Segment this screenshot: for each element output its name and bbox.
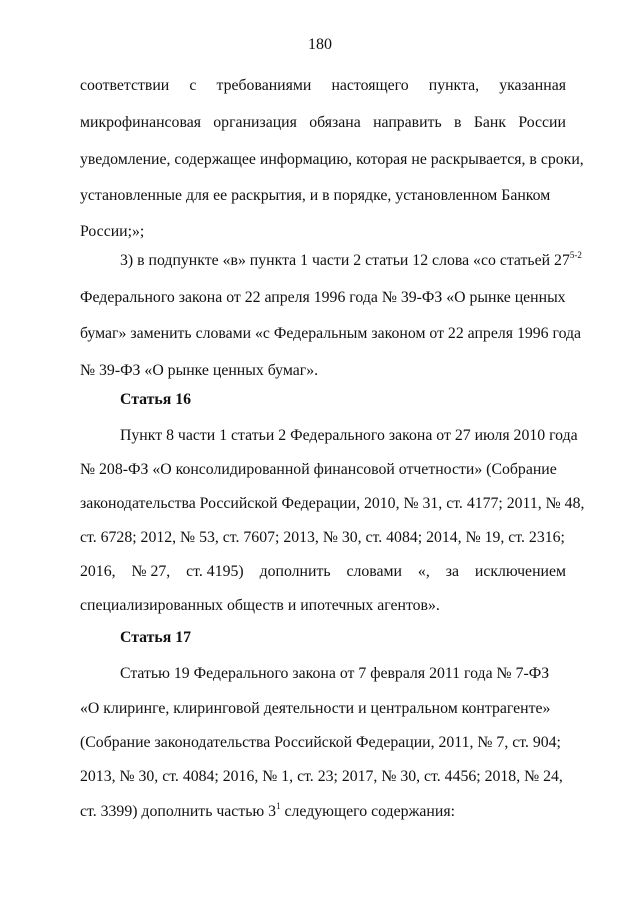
- text-line-2: [80, 113, 566, 133]
- text-line-7: Федерального закона от 22 апреля 1996 года № 39-ФЗ «О рынке ценных: [80, 289, 566, 306]
- text-line-6: [120, 249, 582, 271]
- word: обязана: [309, 114, 361, 131]
- word: с: [189, 77, 197, 94]
- word: 2016,: [80, 563, 116, 580]
- text-line-5: России;»;: [80, 223, 145, 240]
- superscript: 5-2: [569, 249, 582, 260]
- text-line-18: (Собрание законодательства Российской Федерации, 2011, № 7, ст. 904;: [80, 734, 561, 751]
- text-line-8: бумаг» заменить словами «с Федеральным законом от 22 апреля 1996 года: [80, 325, 582, 342]
- word: Банк: [473, 114, 507, 131]
- word: соответствии: [80, 77, 170, 94]
- word: пункта,: [428, 77, 480, 94]
- text-line-11: № 208-ФЗ «О консолидированной финансовой отчетности» (Собрание: [80, 461, 557, 478]
- word: направить: [373, 114, 442, 131]
- word: указанная: [499, 77, 566, 94]
- word: «,: [417, 563, 430, 580]
- word: в: [454, 114, 462, 131]
- word: за: [445, 563, 459, 580]
- text-span: следующего содержания:: [280, 803, 455, 820]
- word: дополнить: [259, 563, 331, 580]
- word: требованиями: [216, 77, 312, 94]
- text-line-19: 2013, № 30, ст. 4084; 2016, № 1, ст. 23; 2017, № 30, ст. 4456; 2018, № 24,: [80, 768, 563, 785]
- text-line-1: [80, 76, 566, 96]
- article-16-heading: Статья 16: [120, 391, 192, 408]
- text-line-16: Статью 19 Федерального закона от 7 февраля 2011 года № 7-ФЗ: [120, 665, 550, 682]
- word: организация: [213, 114, 297, 131]
- superscript: 1: [276, 800, 281, 811]
- text-line-13: ст. 6728; 2012, № 53, ст. 7607; 2013, № 30, ст. 4084; 2014, № 19, ст. 2316;: [80, 529, 565, 546]
- text-line-9: № 39-ФЗ «О рынке ценных бумаг».: [80, 362, 319, 379]
- text-line-17: «О клиринге, клиринговой деятельности и центральном контрагенте»: [80, 700, 551, 717]
- word: настоящего: [331, 77, 409, 94]
- text-line-14: [80, 562, 566, 582]
- text-line-3: уведомление, содержащее информацию, которая не раскрывается, в сроки,: [80, 151, 584, 168]
- word: словами: [346, 563, 402, 580]
- text-line-15: специализированных обществ и ипотечных агентов».: [80, 597, 440, 614]
- text-span: ст. 3399) дополнить частью 3: [80, 803, 277, 820]
- word: России: [518, 114, 566, 131]
- page-number: 180: [308, 36, 332, 53]
- text-span: 3) в подпункте «в» пункта 1 части 2 статьи 12 слова «со статьей 27: [120, 252, 570, 269]
- word: микрофинансовая: [80, 114, 201, 131]
- text-line-10: Пункт 8 части 1 статьи 2 Федерального закона от 27 июля 2010 года: [120, 427, 578, 444]
- word: № 27,: [131, 563, 171, 580]
- word: исключением: [474, 563, 566, 580]
- article-17-heading: Статья 17: [120, 629, 192, 646]
- word: ст. 4195): [186, 563, 244, 580]
- text-line-12: законодательства Российской Федерации, 2010, № 31, ст. 4177; 2011, № 48,: [80, 495, 585, 512]
- text-line-4: установленные для ее раскрытия, и в порядке, установленном Банком: [80, 187, 551, 204]
- text-line-20: [80, 802, 566, 822]
